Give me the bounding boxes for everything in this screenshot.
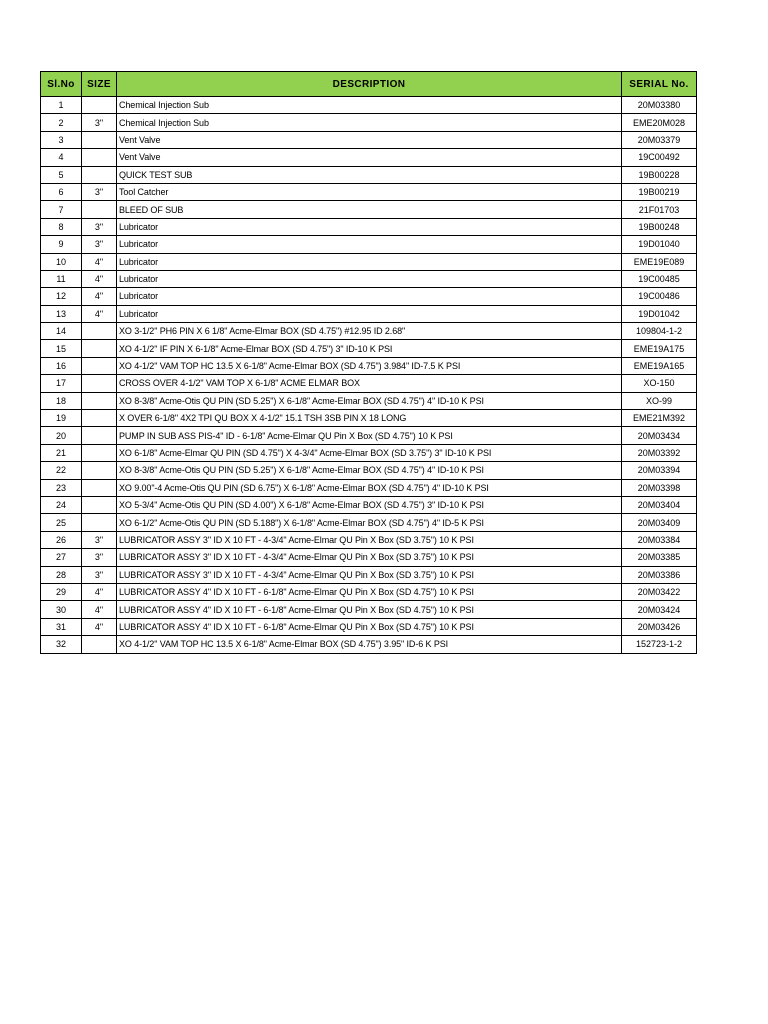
table-row	[41, 305, 697, 322]
cell-size: 3"	[82, 114, 117, 131]
cell-sl-no: 21	[41, 444, 82, 461]
cell-serial-no: 19C00492	[622, 149, 697, 166]
cell-description: XO 6-1/2" Acme-Otis QU PIN (SD 5.188") X 6-1/8" Acme-Elmar BOX (SD 4.75") 4" ID-5 K PSI	[117, 514, 622, 531]
table-row	[41, 340, 697, 357]
cell-size	[82, 410, 117, 427]
cell-sl-no: 12	[41, 288, 82, 305]
cell-description: LUBRICATOR ASSY 4" ID X 10 FT - 6-1/8" Acme-Elmar QU Pin X Box (SD 4.75") 10 K PSI	[117, 601, 622, 618]
header-serial-no: SERIAL No.	[622, 72, 697, 97]
cell-serial-no: 20M03385	[622, 549, 697, 566]
table-row	[41, 131, 697, 148]
table-row	[41, 166, 697, 183]
table-row	[41, 427, 697, 444]
cell-serial-no: 19C00485	[622, 270, 697, 287]
table-row	[41, 114, 697, 131]
cell-size	[82, 392, 117, 409]
cell-description: Chemical Injection Sub	[117, 97, 622, 114]
header-size: SIZE	[82, 72, 117, 97]
table-row	[41, 583, 697, 600]
cell-description: XO 4-1/2" VAM TOP HC 13.5 X 6-1/8" Acme-Elmar BOX (SD 4.75") 3.984" ID-7.5 K PSI	[117, 357, 622, 374]
cell-serial-no: 20M03426	[622, 618, 697, 635]
table-row	[41, 97, 697, 114]
cell-size	[82, 427, 117, 444]
table-row	[41, 514, 697, 531]
table-row	[41, 531, 697, 548]
cell-serial-no: 19B00219	[622, 183, 697, 200]
header-row	[41, 72, 697, 97]
table-row	[41, 288, 697, 305]
table-row	[41, 183, 697, 200]
cell-serial-no: 19B00228	[622, 166, 697, 183]
table-row	[41, 549, 697, 566]
cell-serial-no: 20M03379	[622, 131, 697, 148]
cell-description: Lubricator	[117, 305, 622, 322]
table-row	[41, 410, 697, 427]
cell-description: Lubricator	[117, 236, 622, 253]
cell-sl-no: 24	[41, 496, 82, 513]
table-row	[41, 236, 697, 253]
cell-serial-no: 20M03394	[622, 462, 697, 479]
cell-serial-no: 19B00248	[622, 218, 697, 235]
cell-sl-no: 5	[41, 166, 82, 183]
table-row	[41, 618, 697, 635]
cell-sl-no: 15	[41, 340, 82, 357]
cell-size	[82, 97, 117, 114]
table-row	[41, 270, 697, 287]
cell-size: 3"	[82, 549, 117, 566]
cell-sl-no: 26	[41, 531, 82, 548]
cell-size: 4"	[82, 601, 117, 618]
cell-size	[82, 636, 117, 653]
cell-description: LUBRICATOR ASSY 3" ID X 10 FT - 4-3/4" Acme-Elmar QU Pin X Box (SD 3.75") 10 K PSI	[117, 531, 622, 548]
cell-sl-no: 11	[41, 270, 82, 287]
table-row	[41, 357, 697, 374]
cell-size	[82, 496, 117, 513]
cell-size	[82, 444, 117, 461]
cell-size: 4"	[82, 305, 117, 322]
cell-serial-no: 19D01042	[622, 305, 697, 322]
cell-sl-no: 1	[41, 97, 82, 114]
cell-serial-no: 20M03384	[622, 531, 697, 548]
cell-description: XO 4-1/2" IF PIN X 6-1/8" Acme-Elmar BOX (SD 4.75") 3" ID-10 K PSI	[117, 340, 622, 357]
cell-sl-no: 25	[41, 514, 82, 531]
cell-serial-no: 109804-1-2	[622, 323, 697, 340]
cell-serial-no: EME20M028	[622, 114, 697, 131]
cell-sl-no: 3	[41, 131, 82, 148]
cell-serial-no: 20M03409	[622, 514, 697, 531]
cell-serial-no: XO-99	[622, 392, 697, 409]
cell-sl-no: 30	[41, 601, 82, 618]
cell-size	[82, 357, 117, 374]
table-row	[41, 218, 697, 235]
cell-sl-no: 32	[41, 636, 82, 653]
table-row	[41, 566, 697, 583]
cell-description: X OVER 6-1/8" 4X2 TPI QU BOX X 4-1/2" 15.1 TSH 3SB PIN X 18 LONG	[117, 410, 622, 427]
cell-serial-no: 21F01703	[622, 201, 697, 218]
cell-size: 4"	[82, 253, 117, 270]
table-row	[41, 479, 697, 496]
cell-sl-no: 16	[41, 357, 82, 374]
cell-size	[82, 323, 117, 340]
table-row	[41, 444, 697, 461]
cell-size: 4"	[82, 618, 117, 635]
cell-serial-no: 20M03424	[622, 601, 697, 618]
cell-description: XO 5-3/4" Acme-Otis QU PIN (SD 4.00") X 6-1/8" Acme-Elmar BOX (SD 4.75") 3" ID-10 K PSI	[117, 496, 622, 513]
cell-size: 3"	[82, 531, 117, 548]
cell-sl-no: 28	[41, 566, 82, 583]
cell-description: XO 8-3/8" Acme-Otis QU PIN (SD 5.25") X 6-1/8" Acme-Elmar BOX (SD 4.75") 4" ID-10 K PSI	[117, 392, 622, 409]
header-sl-no: Sl.No	[41, 72, 82, 97]
table-row	[41, 323, 697, 340]
cell-description: Tool Catcher	[117, 183, 622, 200]
cell-serial-no: 20M03404	[622, 496, 697, 513]
cell-description: PUMP IN SUB ASS PIS-4" ID - 6-1/8" Acme-Elmar QU Pin X Box (SD 4.75") 10 K PSI	[117, 427, 622, 444]
cell-sl-no: 9	[41, 236, 82, 253]
cell-sl-no: 4	[41, 149, 82, 166]
cell-sl-no: 10	[41, 253, 82, 270]
cell-size	[82, 514, 117, 531]
cell-description: XO 6-1/8" Acme-Elmar QU PIN (SD 4.75") X 4-3/4" Acme-Elmar BOX (SD 3.75") 3" ID-10 K PSI	[117, 444, 622, 461]
cell-description: XO 9.00"-4 Acme-Otis QU PIN (SD 6.75") X 6-1/8" Acme-Elmar BOX (SD 4.75") 4" ID-10 K PSI	[117, 479, 622, 496]
cell-size: 3"	[82, 183, 117, 200]
cell-sl-no: 2	[41, 114, 82, 131]
cell-serial-no: 20M03422	[622, 583, 697, 600]
cell-size	[82, 201, 117, 218]
cell-description: LUBRICATOR ASSY 3" ID X 10 FT - 4-3/4" Acme-Elmar QU Pin X Box (SD 3.75") 10 K PSI	[117, 549, 622, 566]
table-row	[41, 392, 697, 409]
cell-size: 4"	[82, 270, 117, 287]
cell-sl-no: 7	[41, 201, 82, 218]
cell-sl-no: 18	[41, 392, 82, 409]
cell-sl-no: 8	[41, 218, 82, 235]
cell-sl-no: 27	[41, 549, 82, 566]
cell-serial-no: 19C00486	[622, 288, 697, 305]
cell-size: 4"	[82, 288, 117, 305]
cell-sl-no: 31	[41, 618, 82, 635]
cell-sl-no: 23	[41, 479, 82, 496]
cell-description: Lubricator	[117, 288, 622, 305]
cell-serial-no: EME19A165	[622, 357, 697, 374]
cell-serial-no: EME19A175	[622, 340, 697, 357]
cell-serial-no: 19D01040	[622, 236, 697, 253]
cell-serial-no: EME19E089	[622, 253, 697, 270]
cell-size: 4"	[82, 583, 117, 600]
cell-serial-no: EME21M392	[622, 410, 697, 427]
cell-size	[82, 462, 117, 479]
table-row	[41, 149, 697, 166]
cell-description: LUBRICATOR ASSY 4" ID X 10 FT - 6-1/8" Acme-Elmar QU Pin X Box (SD 4.75") 10 K PSI	[117, 618, 622, 635]
cell-description: LUBRICATOR ASSY 3" ID X 10 FT - 4-3/4" Acme-Elmar QU Pin X Box (SD 3.75") 10 K PSI	[117, 566, 622, 583]
cell-description: Vent Valve	[117, 131, 622, 148]
cell-serial-no: 20M03380	[622, 97, 697, 114]
cell-sl-no: 14	[41, 323, 82, 340]
cell-sl-no: 20	[41, 427, 82, 444]
cell-description: Lubricator	[117, 218, 622, 235]
table-row	[41, 375, 697, 392]
cell-description: LUBRICATOR ASSY 4" ID X 10 FT - 6-1/8" Acme-Elmar QU Pin X Box (SD 4.75") 10 K PSI	[117, 583, 622, 600]
cell-sl-no: 19	[41, 410, 82, 427]
cell-size: 3"	[82, 236, 117, 253]
cell-size: 3"	[82, 218, 117, 235]
table-row	[41, 601, 697, 618]
cell-sl-no: 13	[41, 305, 82, 322]
cell-description: Vent Valve	[117, 149, 622, 166]
cell-sl-no: 29	[41, 583, 82, 600]
table-row	[41, 636, 697, 653]
cell-serial-no: 20M03386	[622, 566, 697, 583]
cell-size	[82, 375, 117, 392]
cell-serial-no: 152723-1-2	[622, 636, 697, 653]
cell-serial-no: 20M03398	[622, 479, 697, 496]
cell-serial-no: 20M03434	[622, 427, 697, 444]
equipment-table	[40, 71, 697, 654]
cell-description: CROSS OVER 4-1/2" VAM TOP X 6-1/8" ACME ELMAR BOX	[117, 375, 622, 392]
cell-size	[82, 479, 117, 496]
cell-sl-no: 22	[41, 462, 82, 479]
cell-description: XO 8-3/8" Acme-Otis QU PIN (SD 5.25") X 6-1/8" Acme-Elmar BOX (SD 4.75") 4" ID-10 K PSI	[117, 462, 622, 479]
cell-description: BLEED OF SUB	[117, 201, 622, 218]
table-row	[41, 201, 697, 218]
cell-size	[82, 166, 117, 183]
table-row	[41, 496, 697, 513]
cell-description: XO 3-1/2" PH6 PIN X 6 1/8" Acme-Elmar BOX (SD 4.75") #12.95 ID 2.68"	[117, 323, 622, 340]
cell-description: Lubricator	[117, 270, 622, 287]
cell-size	[82, 149, 117, 166]
cell-description: Chemical Injection Sub	[117, 114, 622, 131]
cell-sl-no: 17	[41, 375, 82, 392]
cell-size	[82, 340, 117, 357]
table-row	[41, 253, 697, 270]
cell-sl-no: 6	[41, 183, 82, 200]
cell-description: QUICK TEST SUB	[117, 166, 622, 183]
cell-size	[82, 131, 117, 148]
cell-serial-no: 20M03392	[622, 444, 697, 461]
cell-description: XO 4-1/2" VAM TOP HC 13.5 X 6-1/8" Acme-Elmar BOX (SD 4.75") 3.95" ID-6 K PSI	[117, 636, 622, 653]
table-row	[41, 462, 697, 479]
cell-size: 3"	[82, 566, 117, 583]
cell-serial-no: XO-150	[622, 375, 697, 392]
header-description: DESCRIPTION	[117, 72, 622, 97]
cell-description: Lubricator	[117, 253, 622, 270]
